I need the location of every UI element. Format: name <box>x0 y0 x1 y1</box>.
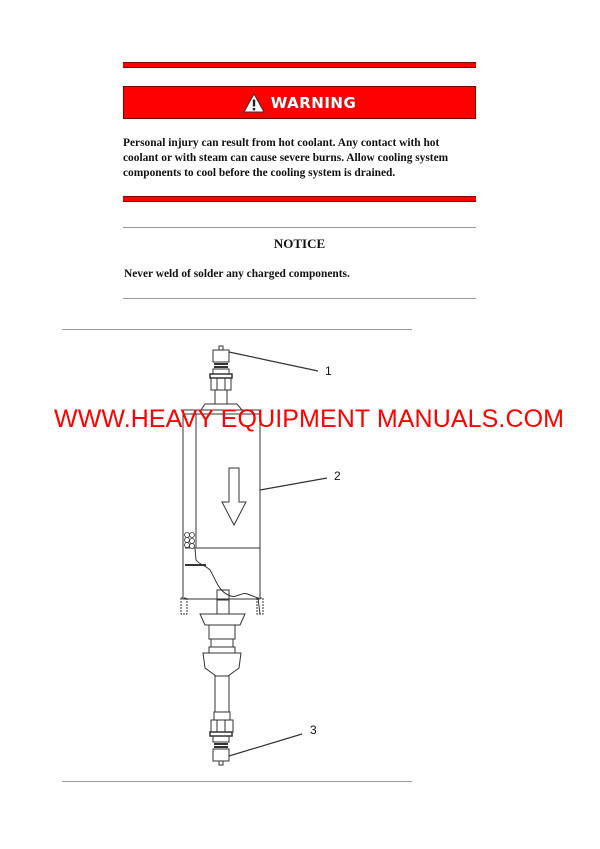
warning-text-line: Personal injury can result from hot coolant. Any contact with hot <box>123 137 440 149</box>
warning-label: WARNING <box>270 93 357 112</box>
watermark-text: WWW.HEAVY EQUIPMENT MANUALS.COM <box>54 405 565 433</box>
warning-text-line: coolant or with steam can cause severe burns. Allow cooling system <box>123 152 449 164</box>
callout-2: 2 <box>334 469 341 483</box>
callout-1: 1 <box>325 364 332 378</box>
callout-3: 3 <box>310 723 317 737</box>
notice-text: Never weld of solder any charged components. <box>124 268 350 280</box>
warning-text-line: components to cool before the cooling system is drained. <box>123 167 396 179</box>
notice-title: NOTICE <box>273 236 326 251</box>
